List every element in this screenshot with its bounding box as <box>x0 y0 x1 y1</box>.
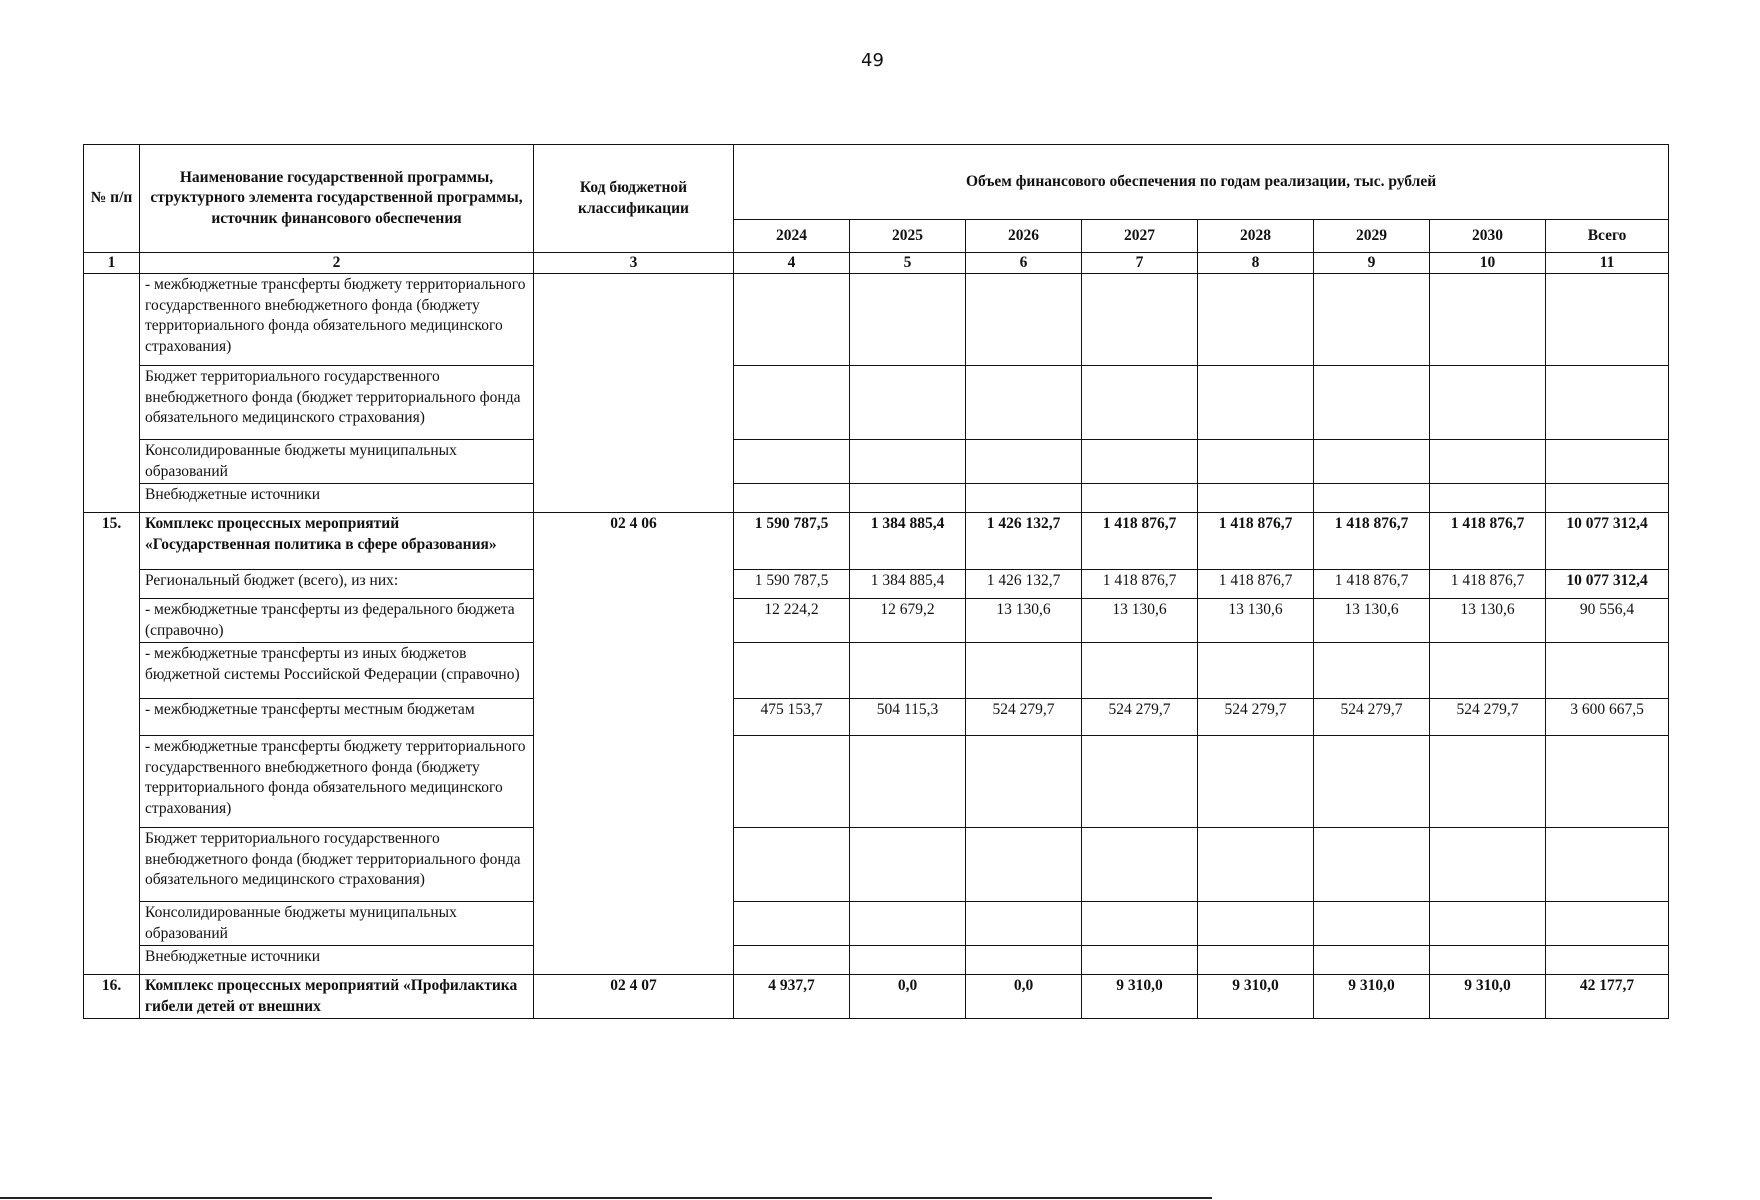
value-cell <box>1430 274 1546 366</box>
value-cell <box>1546 366 1669 440</box>
header-code: Код бюджетной классификации <box>534 145 734 253</box>
value-cell <box>850 736 966 828</box>
value-cell <box>1082 440 1198 484</box>
value-cell <box>850 274 966 366</box>
value-cell: 524 279,7 <box>1198 699 1314 736</box>
row-name: Бюджет территориального государственного внебюджетного фонда (бюджет территориального фонда обязательного медицинского страхования) <box>140 828 534 902</box>
row-name: Внебюджетные источники <box>140 946 534 975</box>
column-number: 10 <box>1430 253 1546 274</box>
budget-code: 02 4 06 <box>534 513 734 975</box>
value-cell: 3 600 667,5 <box>1546 699 1669 736</box>
value-cell <box>1198 274 1314 366</box>
row-name: - межбюджетные трансферты местным бюджетам <box>140 699 534 736</box>
value-cell: 12 224,2 <box>734 599 850 643</box>
value-cell <box>1430 946 1546 975</box>
value-cell <box>850 643 966 699</box>
value-cell <box>734 274 850 366</box>
table-row <box>84 828 1669 902</box>
value-cell: 9 310,0 <box>1430 975 1546 1019</box>
column-number: 5 <box>850 253 966 274</box>
table-header <box>84 145 1669 274</box>
value-cell <box>734 946 850 975</box>
value-cell: 1 418 876,7 <box>1082 570 1198 599</box>
value-cell: 1 418 876,7 <box>1430 513 1546 570</box>
value-cell: 13 130,6 <box>1314 599 1430 643</box>
header-year: 2027 <box>1082 220 1198 253</box>
value-cell: 475 153,7 <box>734 699 850 736</box>
value-cell: 13 130,6 <box>1082 599 1198 643</box>
value-cell: 9 310,0 <box>1082 975 1198 1019</box>
value-cell: 524 279,7 <box>966 699 1082 736</box>
value-cell <box>1546 643 1669 699</box>
value-cell <box>1198 902 1314 946</box>
header-volume: Объем финансового обеспечения по годам реализации, тыс. рублей <box>734 145 1669 220</box>
value-cell <box>1314 484 1430 513</box>
header-name: Наименование государственной программы, структурного элемента государственной программы, источник финансового обеспечения <box>140 145 534 253</box>
value-cell <box>1314 440 1430 484</box>
column-number: 9 <box>1314 253 1430 274</box>
header-year: Всего <box>1546 220 1669 253</box>
value-cell <box>734 828 850 902</box>
value-cell <box>1314 946 1430 975</box>
column-number: 4 <box>734 253 850 274</box>
row-name: Бюджет территориального государственного внебюджетного фонда (бюджет территориального фонда обязательного медицинского страхования) <box>140 366 534 440</box>
value-cell: 0,0 <box>966 975 1082 1019</box>
table-row <box>84 274 1669 366</box>
value-cell <box>1082 828 1198 902</box>
value-cell: 13 130,6 <box>1198 599 1314 643</box>
value-cell <box>1198 736 1314 828</box>
value-cell <box>1546 946 1669 975</box>
value-cell <box>1198 828 1314 902</box>
value-cell <box>1082 736 1198 828</box>
value-cell: 10 077 312,4 <box>1546 570 1669 599</box>
column-number: 7 <box>1082 253 1198 274</box>
value-cell: 1 418 876,7 <box>1198 513 1314 570</box>
row-name: - межбюджетные трансферты из иных бюджетов бюджетной системы Российской Федерации (справочно) <box>140 643 534 699</box>
table-row <box>84 975 1669 1019</box>
value-cell <box>966 736 1082 828</box>
value-cell <box>966 828 1082 902</box>
table-row <box>84 570 1669 599</box>
column-number: 11 <box>1546 253 1669 274</box>
value-cell <box>966 946 1082 975</box>
column-number: 2 <box>140 253 534 274</box>
value-cell <box>1430 736 1546 828</box>
value-cell: 524 279,7 <box>1082 699 1198 736</box>
value-cell: 1 418 876,7 <box>1430 570 1546 599</box>
value-cell <box>734 902 850 946</box>
value-cell <box>1430 828 1546 902</box>
value-cell <box>1314 643 1430 699</box>
table-row <box>84 484 1669 513</box>
value-cell <box>1314 902 1430 946</box>
table-row <box>84 513 1669 570</box>
row-name: Региональный бюджет (всего), из них: <box>140 570 534 599</box>
value-cell <box>850 828 966 902</box>
value-cell <box>966 366 1082 440</box>
value-cell: 1 426 132,7 <box>966 570 1082 599</box>
value-cell: 1 418 876,7 <box>1314 570 1430 599</box>
value-cell <box>1198 440 1314 484</box>
row-name: - межбюджетные трансферты бюджету территориального государственного внебюджетного фонда (бюджету территориального фонда обязательного медицинского страхования) <box>140 736 534 828</box>
column-number: 3 <box>534 253 734 274</box>
value-cell <box>1082 274 1198 366</box>
value-cell <box>966 902 1082 946</box>
value-cell: 504 115,3 <box>850 699 966 736</box>
table-row <box>84 902 1669 946</box>
value-cell: 0,0 <box>850 975 966 1019</box>
value-cell <box>1430 484 1546 513</box>
value-cell: 13 130,6 <box>1430 599 1546 643</box>
value-cell <box>1314 274 1430 366</box>
bottom-rule <box>0 1197 1212 1199</box>
value-cell <box>966 643 1082 699</box>
budget-code <box>534 274 734 513</box>
value-cell <box>1314 366 1430 440</box>
value-cell <box>1082 366 1198 440</box>
value-cell: 4 937,7 <box>734 975 850 1019</box>
value-cell: 1 418 876,7 <box>1314 513 1430 570</box>
value-cell: 1 590 787,5 <box>734 513 850 570</box>
value-cell: 524 279,7 <box>1314 699 1430 736</box>
table-row <box>84 736 1669 828</box>
budget-table <box>83 144 1669 1019</box>
table-row <box>84 699 1669 736</box>
value-cell: 42 177,7 <box>1546 975 1669 1019</box>
budget-code: 02 4 07 <box>534 975 734 1019</box>
value-cell <box>734 643 850 699</box>
value-cell <box>734 366 850 440</box>
value-cell <box>850 484 966 513</box>
value-cell <box>850 946 966 975</box>
value-cell <box>1430 440 1546 484</box>
value-cell <box>1082 946 1198 975</box>
value-cell <box>734 440 850 484</box>
value-cell <box>1546 902 1669 946</box>
table-row <box>84 366 1669 440</box>
value-cell <box>1546 828 1669 902</box>
value-cell <box>1546 736 1669 828</box>
row-name: Комплекс процессных мероприятий «Государственная политика в сфере образования» <box>140 513 534 570</box>
row-name: Консолидированные бюджеты муниципальных образований <box>140 440 534 484</box>
value-cell: 12 679,2 <box>850 599 966 643</box>
page-number: 49 <box>861 50 884 71</box>
column-number: 6 <box>966 253 1082 274</box>
value-cell <box>1546 274 1669 366</box>
value-cell: 90 556,4 <box>1546 599 1669 643</box>
table-row <box>84 440 1669 484</box>
header-year: 2026 <box>966 220 1082 253</box>
value-cell: 524 279,7 <box>1430 699 1546 736</box>
value-cell <box>1082 484 1198 513</box>
column-number: 1 <box>84 253 140 274</box>
header-year: 2030 <box>1430 220 1546 253</box>
value-cell <box>1314 828 1430 902</box>
header-year: 2025 <box>850 220 966 253</box>
value-cell: 1 418 876,7 <box>1198 570 1314 599</box>
value-cell: 1 384 885,4 <box>850 513 966 570</box>
row-name: - межбюджетные трансферты из федерального бюджета (справочно) <box>140 599 534 643</box>
table-row <box>84 599 1669 643</box>
value-cell <box>1430 902 1546 946</box>
header-year: 2029 <box>1314 220 1430 253</box>
value-cell <box>850 366 966 440</box>
value-cell <box>1198 484 1314 513</box>
value-cell <box>1082 643 1198 699</box>
header-num: № п/п <box>84 145 140 253</box>
value-cell <box>1198 366 1314 440</box>
value-cell <box>1082 902 1198 946</box>
value-cell <box>1314 736 1430 828</box>
value-cell: 9 310,0 <box>1198 975 1314 1019</box>
value-cell: 1 418 876,7 <box>1082 513 1198 570</box>
row-name: Консолидированные бюджеты муниципальных образований <box>140 902 534 946</box>
value-cell: 10 077 312,4 <box>1546 513 1669 570</box>
value-cell <box>1198 946 1314 975</box>
column-number: 8 <box>1198 253 1314 274</box>
value-cell <box>1430 366 1546 440</box>
value-cell <box>734 736 850 828</box>
value-cell <box>734 484 850 513</box>
row-name: Комплекс процессных мероприятий «Профилактика гибели детей от внешних <box>140 975 534 1019</box>
value-cell: 1 590 787,5 <box>734 570 850 599</box>
row-name: - межбюджетные трансферты бюджету территориального государственного внебюджетного фонда (бюджету территориального фонда обязательного медицинского страхования) <box>140 274 534 366</box>
value-cell <box>1546 484 1669 513</box>
table-row <box>84 643 1669 699</box>
value-cell <box>966 274 1082 366</box>
value-cell: 1 426 132,7 <box>966 513 1082 570</box>
row-number: 16. <box>84 975 140 1019</box>
value-cell: 1 384 885,4 <box>850 570 966 599</box>
row-name: Внебюджетные источники <box>140 484 534 513</box>
value-cell <box>966 484 1082 513</box>
value-cell <box>850 902 966 946</box>
value-cell <box>1430 643 1546 699</box>
value-cell <box>1546 440 1669 484</box>
value-cell: 9 310,0 <box>1314 975 1430 1019</box>
value-cell <box>850 440 966 484</box>
value-cell <box>1198 643 1314 699</box>
row-number: 15. <box>84 513 140 975</box>
row-number <box>84 274 140 513</box>
value-cell <box>966 440 1082 484</box>
value-cell: 13 130,6 <box>966 599 1082 643</box>
header-year: 2024 <box>734 220 850 253</box>
header-year: 2028 <box>1198 220 1314 253</box>
table-row <box>84 946 1669 975</box>
